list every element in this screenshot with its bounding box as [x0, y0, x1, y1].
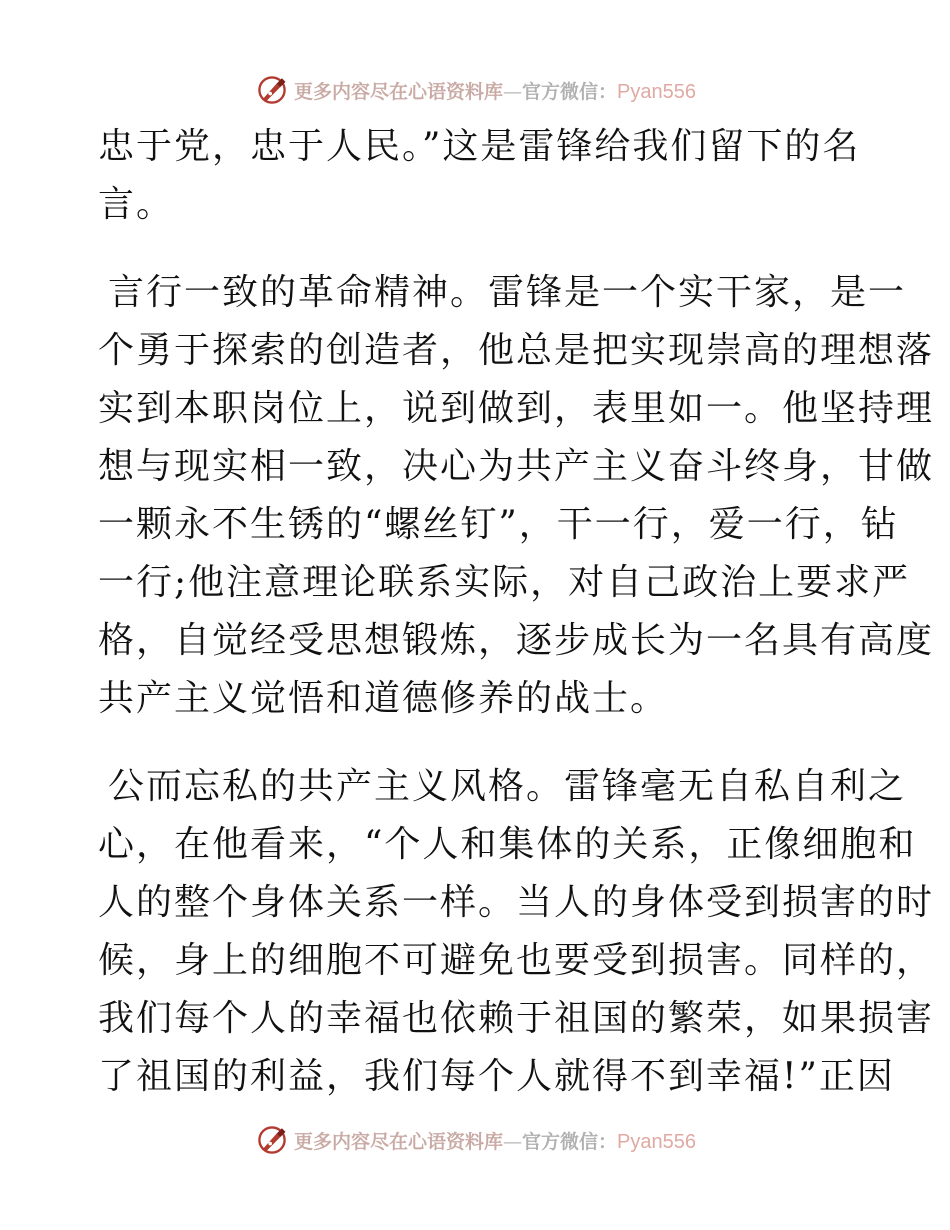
footer-watermark [0, 1120, 950, 1160]
wechat-id: Pyan556 [617, 1130, 696, 1153]
text-line: 言。 [98, 184, 175, 225]
banner-separator: — [503, 80, 523, 103]
watermark-text [294, 77, 696, 104]
text-line: 想与现实相一致，决心为共产主义奋斗终身，甘做 [98, 446, 935, 487]
text-line: 一颗永不生锈的“螺丝钉”，干一行，爱一行，钻 [98, 504, 899, 545]
text-line: 了祖国的利益，我们每个人就得不到幸福!”正因 [98, 1056, 895, 1097]
wechat-id: Pyan556 [617, 80, 696, 103]
brand-name: 更多内容尽在心语资料库 [294, 1130, 504, 1153]
text-line: 人的整个身体关系一样。当人的身体受到损害的时 [98, 882, 935, 923]
wechat-label: 官方微信： [522, 80, 618, 103]
text-line: 言行一致的革命精神。雷锋是一个实干家，是一 [108, 272, 907, 313]
text-line: 一行;他注意理论联系实际，对自己政治上要求严 [98, 562, 911, 603]
text-line: 个勇于探索的创造者，他总是把实现崇高的理想落 [98, 330, 935, 371]
text-line: 候，身上的细胞不可避免也要受到损害。同样的， [98, 940, 935, 981]
text-line: 格，自觉经受思想锻炼，逐步成长为一名具有高度 [98, 620, 935, 661]
paragraph-2 [98, 264, 935, 728]
wechat-label: 官方微信： [522, 1130, 618, 1153]
watermark-text [294, 1127, 696, 1154]
paragraph-1 [98, 118, 861, 234]
header-watermark [0, 70, 950, 110]
pen-nib-icon [254, 1122, 290, 1158]
banner-separator: — [503, 1130, 523, 1153]
text-line: 共产主义觉悟和道德修养的战士。 [98, 678, 669, 719]
paragraph-3 [98, 758, 935, 1106]
text-line: 我们每个人的幸福也依赖于祖国的繁荣，如果损害 [98, 998, 935, 1039]
brand-name: 更多内容尽在心语资料库 [294, 80, 504, 103]
text-line: 实到本职岗位上，说到做到，表里如一。他坚持理 [98, 388, 935, 429]
text-line: 忠于党，忠于人民。”这是雷锋给我们留下的名 [98, 126, 861, 167]
text-line: 公而忘私的共产主义风格。雷锋毫无自私自利之 [108, 766, 907, 807]
text-line: 心，在他看来，“个人和集体的关系，正像细胞和 [98, 824, 917, 865]
article-body [98, 118, 935, 1106]
pen-nib-icon [254, 72, 290, 108]
